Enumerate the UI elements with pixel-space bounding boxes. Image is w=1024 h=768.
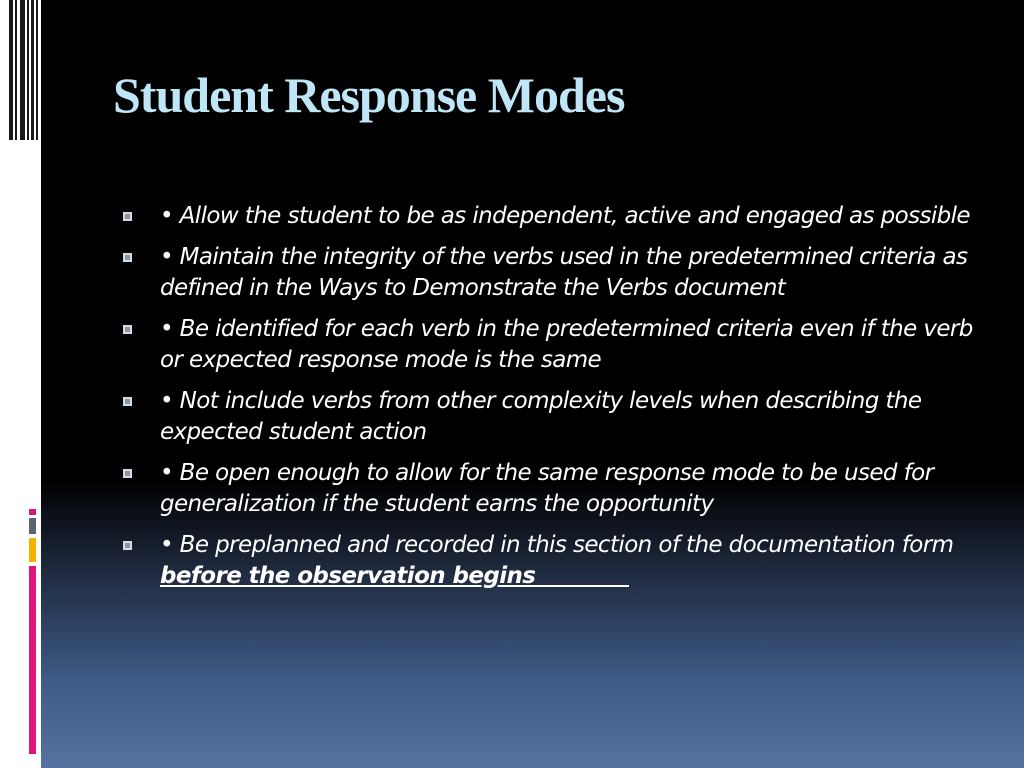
bullet-text: • Be preplanned and recorded in this section of the documentation form — [160, 531, 954, 558]
square-bullet-icon — [123, 212, 132, 221]
bullet-item-5 — [118, 458, 978, 521]
square-bullet-icon — [123, 397, 132, 406]
slide-body — [118, 201, 978, 602]
accent-bar-pink — [29, 566, 36, 754]
square-bullet-icon — [123, 469, 132, 478]
square-bullet-icon — [123, 253, 132, 262]
emphasized-text: before the observation begins — [160, 563, 536, 589]
underline-blank — [535, 585, 629, 587]
bullet-text: • Allow the student to be as independent, active and engaged as possible — [160, 203, 970, 229]
square-bullet-icon — [123, 541, 132, 550]
accent-bar-gray — [29, 518, 36, 534]
square-bullet-icon — [123, 325, 132, 334]
bullet-text: • Maintain the integrity of the verbs used in the predetermined criteria as defined in the Ways to Demonstrate the Verbs document — [160, 243, 968, 301]
bullet-item-6 — [118, 530, 978, 593]
bullet-item-2 — [118, 242, 978, 305]
bullet-text: • Be open enough to allow for the same response mode to be used for generalization if the student earns the opportunity — [160, 459, 934, 517]
bullet-item-1 — [118, 201, 978, 233]
vertical-lines-icon — [0, 0, 41, 140]
bullet-item-4 — [118, 386, 978, 449]
bullet-text: • Not include verbs from other complexity levels when describing the expected student action — [160, 387, 922, 445]
accent-bar-yellow — [29, 538, 36, 562]
accent-bar-pink-top — [29, 509, 36, 515]
bullet-item-3 — [118, 314, 978, 377]
bullet-list — [118, 201, 978, 593]
slide-title: Student Response Modes — [113, 67, 625, 123]
bullet-text: • Be identified for each verb in the predetermined criteria even if the verb or expected response mode is the same — [160, 315, 973, 373]
